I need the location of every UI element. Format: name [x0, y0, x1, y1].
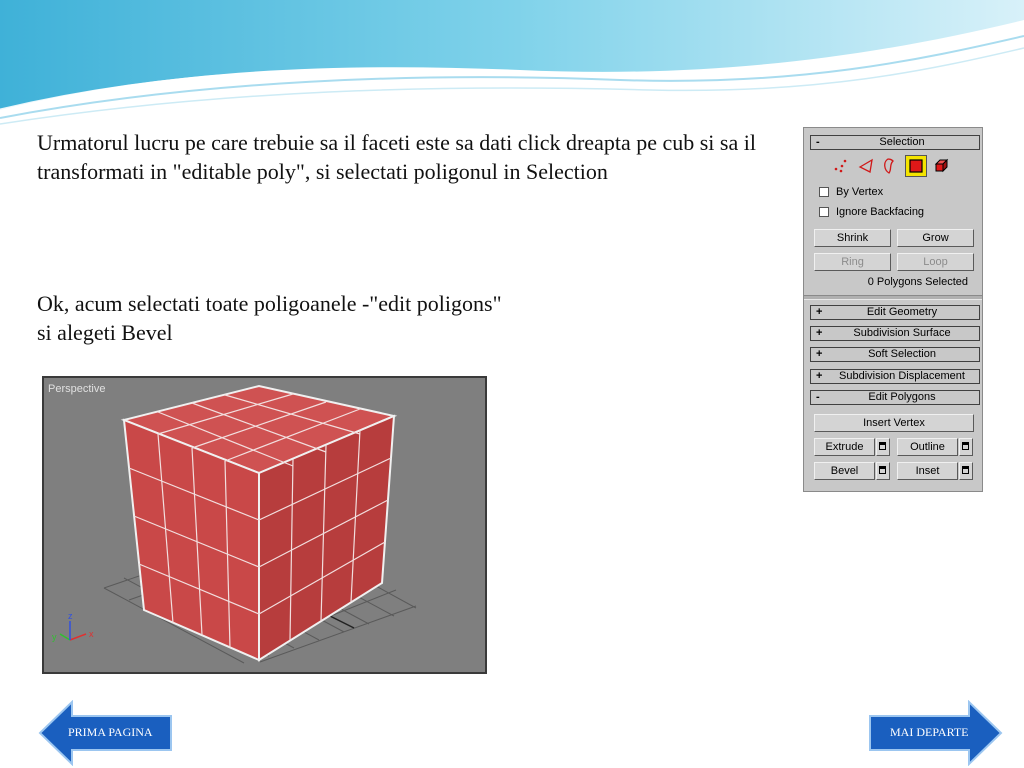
rollout-toggle-sign: - [816, 136, 820, 148]
svg-text:y: y [52, 632, 57, 642]
outline-settings-icon[interactable] [959, 438, 973, 456]
perspective-viewport[interactable] [42, 376, 487, 674]
inset-settings-icon[interactable] [959, 462, 973, 480]
mai-departe-label: MAI DEPARTE [890, 725, 969, 739]
axis-tripod [52, 611, 94, 642]
rollout-title: Edit Geometry [866, 306, 938, 318]
insert-vertex-button[interactable]: Insert Vertex [814, 414, 974, 432]
selection-status: 0 Polygons Selected [867, 276, 968, 288]
extrude-button[interactable]: Extrude [814, 438, 875, 456]
prima-pagina-button[interactable] [38, 700, 173, 766]
instruction-paragraph-2: Ok, acum selectati toate poligoanele -"edit poligons" si alegeti Bevel [37, 291, 502, 345]
prima-pagina-label: PRIMA PAGINA [68, 725, 153, 739]
grow-button[interactable]: Grow [897, 229, 974, 247]
element-icon[interactable] [932, 156, 952, 176]
by-vertex-checkbox[interactable] [819, 187, 829, 197]
polygon-mode-button[interactable] [905, 155, 927, 177]
mai-departe-button[interactable] [868, 700, 1003, 766]
rollout-title: Soft Selection [868, 348, 936, 360]
header-wave [0, 0, 1024, 130]
rollout-toggle-sign: + [816, 306, 823, 318]
rollout-toggle-sign: + [816, 370, 823, 382]
cube-render [44, 378, 487, 674]
edit-polygons-rollout-header[interactable] [810, 390, 980, 405]
rollout-toggle-sign: + [816, 348, 823, 360]
subdivision-displacement-rollout-header[interactable] [810, 369, 980, 384]
by-vertex-label: By Vertex [836, 186, 884, 198]
svg-text:x: x [89, 629, 94, 639]
ring-button[interactable]: Ring [814, 253, 891, 271]
rollout-toggle-sign: - [816, 391, 820, 403]
edit-geometry-rollout-header[interactable] [810, 305, 980, 320]
bevel-settings-icon[interactable] [876, 462, 890, 480]
outline-button[interactable]: Outline [897, 438, 958, 456]
inset-button[interactable]: Inset [897, 462, 958, 480]
ignore-backfacing-checkbox[interactable] [819, 207, 829, 217]
rollout-title: Edit Polygons [868, 391, 936, 403]
bevel-button[interactable]: Bevel [814, 462, 875, 480]
rollout-title: Subdivision Displacement [839, 370, 965, 382]
svg-text:z: z [68, 611, 73, 621]
viewport-label: Perspective [48, 383, 106, 395]
border-icon[interactable] [880, 156, 900, 176]
panel-divider [804, 295, 982, 300]
vertex-icon[interactable] [830, 156, 850, 176]
selection-rollout-header[interactable] [810, 135, 980, 150]
polygon-icon [909, 159, 923, 173]
rollout-toggle-sign: + [816, 327, 823, 339]
loop-button[interactable]: Loop [897, 253, 974, 271]
rollout-title: Subdivision Surface [853, 327, 951, 339]
ignore-backfacing-label: Ignore Backfacing [836, 206, 925, 218]
subdivision-surface-rollout-header[interactable] [810, 326, 980, 341]
shrink-button[interactable]: Shrink [814, 229, 891, 247]
soft-selection-rollout-header[interactable] [810, 347, 980, 362]
instruction-paragraph-1: Urmatorul lucru pe care trebuie sa il faceti este sa dati click dreapta pe cub si sa il transformati in "editable poly", si selectati poligonul in Selection [37, 130, 756, 184]
rollout-title: Selection [879, 136, 925, 148]
modifier-command-panel [803, 127, 983, 492]
edge-icon[interactable] [856, 156, 876, 176]
extrude-settings-icon[interactable] [876, 438, 890, 456]
